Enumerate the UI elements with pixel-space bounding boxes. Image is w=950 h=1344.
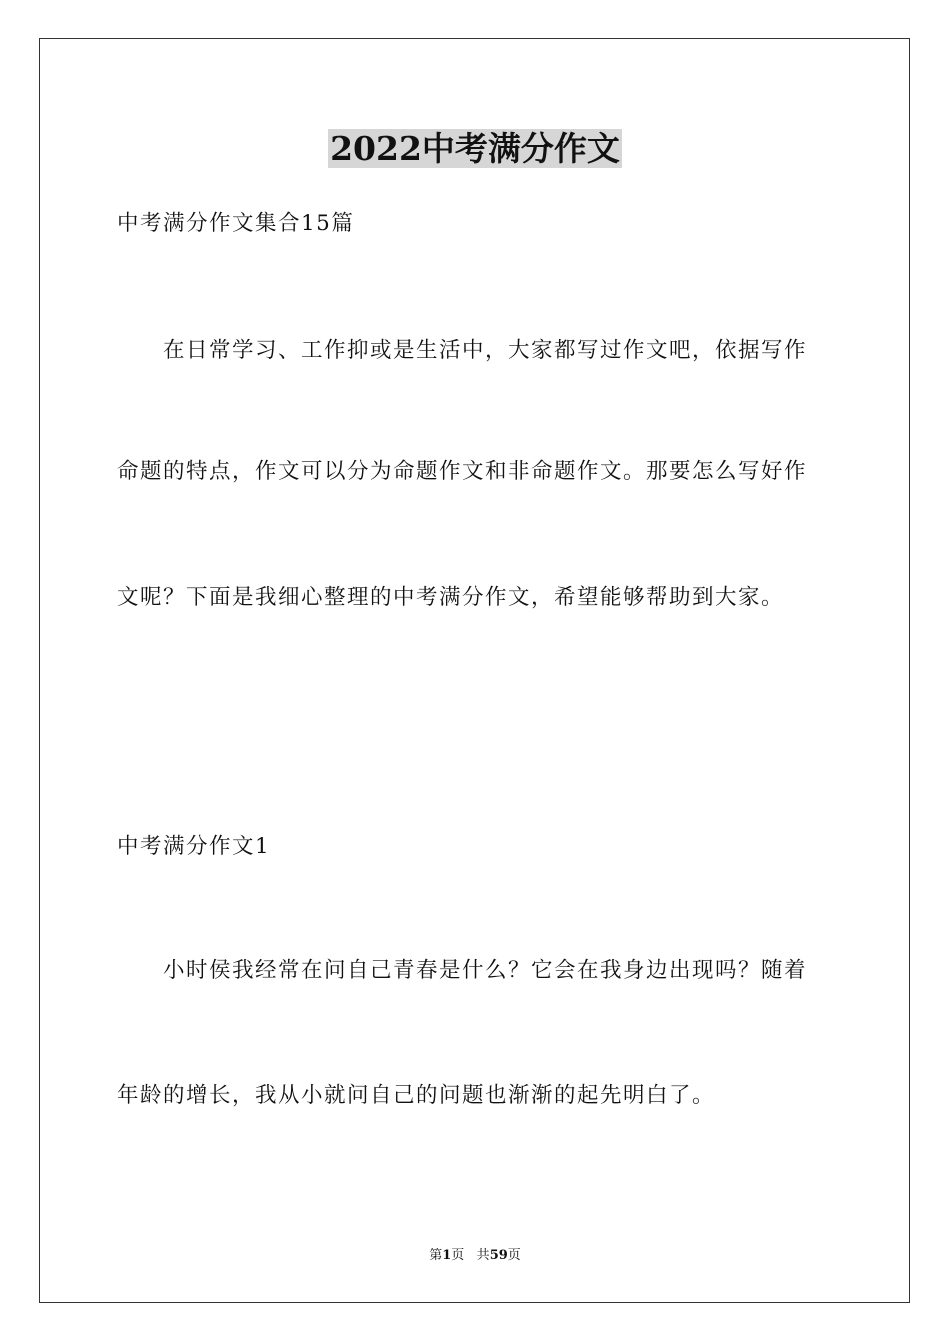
document-subtitle: 中考满分作文集合15篇 xyxy=(117,211,355,236)
footer-total-unit: 页 xyxy=(507,1248,521,1263)
essay-paragraph-line: 小时侯我经常在问自己青春是什么？它会在我身边出现吗？随着 xyxy=(163,958,808,983)
footer-total-prefix: 共 xyxy=(476,1248,490,1263)
document-title-text: 2022中考满分作文 xyxy=(330,129,620,168)
section-heading: 中考满分作文1 xyxy=(117,834,271,859)
footer-page-unit: 页 xyxy=(451,1248,465,1263)
footer-prefix: 第 xyxy=(429,1248,443,1263)
intro-paragraph-line: 命题的特点，作文可以分为命题作文和非命题作文。那要怎么写好作 xyxy=(117,459,808,484)
document-title xyxy=(0,126,950,172)
total-pages-number: 59 xyxy=(489,1248,508,1263)
essay-paragraph-line: 年龄的增长，我从小就问自己的问题也渐渐的起先明白了。 xyxy=(117,1083,716,1108)
page-footer xyxy=(0,1246,950,1266)
intro-paragraph-line: 在日常学习、工作抑或是生活中，大家都写过作文吧，依据写作 xyxy=(163,338,808,363)
intro-paragraph-line: 文呢？下面是我细心整理的中考满分作文，希望能够帮助到大家。 xyxy=(117,585,785,610)
current-page-number: 1 xyxy=(442,1248,452,1263)
